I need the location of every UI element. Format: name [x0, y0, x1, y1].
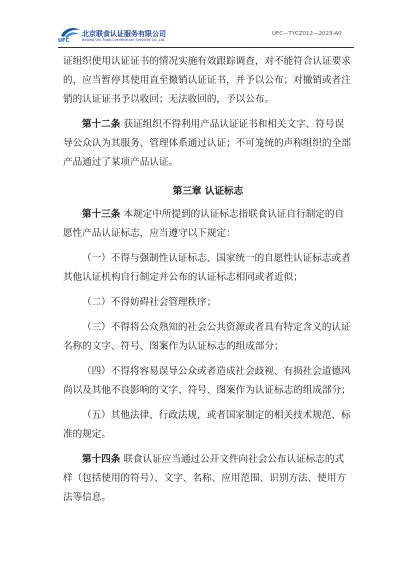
article-12-number: 第十二条 — [82, 119, 121, 130]
company-name-cn: 北京联食认证服务有限公司 — [82, 30, 166, 38]
article-13-item-2: （二）不得妨碍社会管理秩序； — [82, 297, 217, 308]
article-14-number: 第十四条 — [82, 454, 121, 465]
page-header — [58, 26, 358, 48]
article-13 — [63, 205, 353, 243]
document-code: UFC—TYCZ012—2023-A0 — [272, 31, 342, 37]
company-name-en: Beijing Uni-Food Certification Services Co.,Ltd. — [82, 38, 166, 42]
chapter-title: 第三章 认证标志 — [172, 186, 244, 197]
document-body — [63, 52, 353, 507]
article-12-text: 获证组织不得利用产品认证证书和相关文字、符号误导公众认为其服务、管理体系通过认证；不可笼统的声称组织的全部产品通过了某项产品认证。 — [63, 119, 351, 168]
article-14-text: 联食认证应当通过公开文件向社会公布认证标志的式样（包括使用的符号）、文字、名称、应用范围、识别方法、使用方法等信息。 — [63, 454, 347, 503]
article-12 — [63, 115, 353, 172]
article-13-item-5: （五）其他法律、行政法规，或者国家制定的相关技术规范、标准的规定。 — [63, 410, 351, 440]
article-13-item-3: （三）不得将公众熟知的社会公共资源或者具有特定含义的认证名称的文字、符号、图案作为认证标志的组成部分； — [63, 322, 351, 352]
article-13-number: 第十三条 — [82, 209, 121, 220]
paragraph-carryover: 证组织使用认证证书的情况实施有效跟踪调查，对不能符合认证要求的，应当暂停其使用直至撤销认证证书，并予以公布；对撤销或者注销的认证证书予以收回；无法收回的，予以公布。 — [63, 56, 351, 105]
header-divider — [58, 47, 354, 48]
article-13-item-1: （一）不得与强制性认证标志、国家统一的自愿性认证标志或者其他认证机构自行制定并公布的认证标志相同或者近似； — [63, 253, 351, 283]
article-14 — [63, 450, 353, 507]
article-13-item-4: （四）不得将容易误导公众或者造成社会歧视、有损社会道德风尚以及其他不良影响的文字、符号、图案作为认证标志的组成部分； — [63, 366, 351, 396]
logo-text: UFC — [58, 38, 70, 44]
article-13-text: 本规定中所提到的认证标志指联食认证自行制定的自愿性产品认证标志，应当遵守以下规定： — [63, 209, 345, 239]
